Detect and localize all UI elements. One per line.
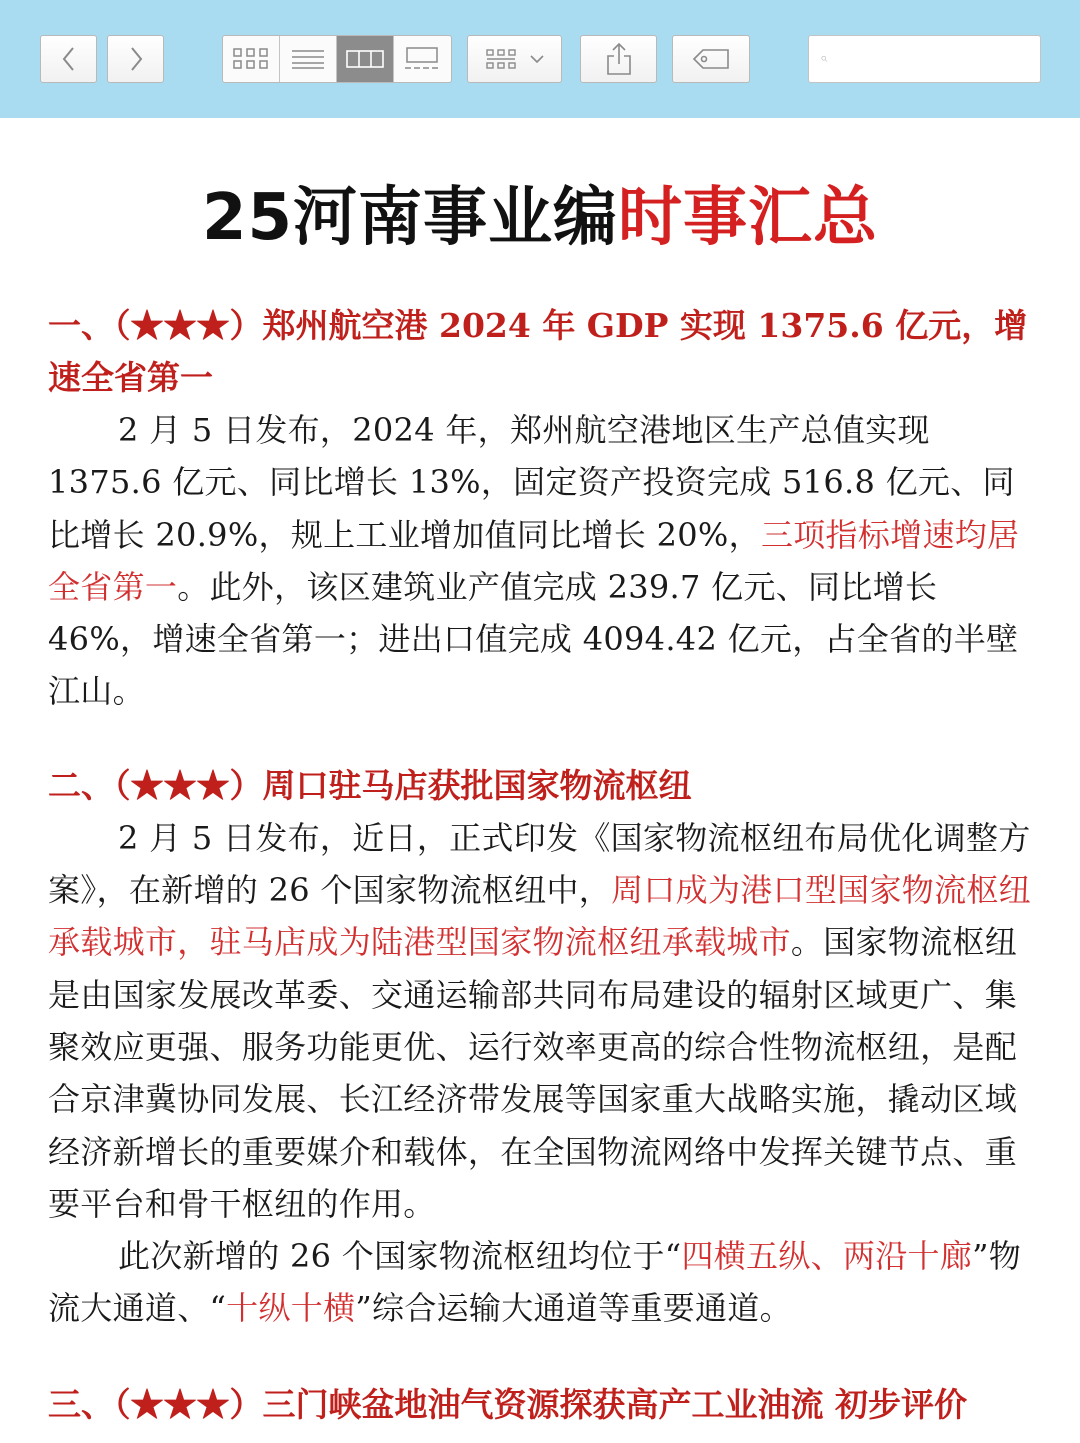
text-run: 。此外，该区建筑业产值完成 239.7 亿元、同比增长 46%，增速全省第一；进出口值完成 4094.42 亿元，占全省的半壁江山。 — [48, 567, 1019, 711]
chevron-left-icon — [59, 45, 79, 73]
section-1-paragraph — [48, 404, 1038, 718]
text-run: 2 月 5 日发布，近日，正式印发《国家物流枢纽布局优化调整方案》，在新增的 26 个国家物流枢纽中， — [48, 818, 1031, 910]
text-run: 2 月 5 日发布，2024 年，郑州航空港地区生产总值实现 1375.6 亿元、同比增长 13%，固定资产投资完成 516.8 亿元、同比增长 20.9%，规上工业增加值同比增长 20%， — [48, 411, 1015, 554]
text-run: 此次新增的 26 个国家物流枢纽均位于“ — [118, 1237, 682, 1276]
tag-icon — [691, 47, 731, 71]
group-by-button[interactable] — [467, 35, 562, 83]
title-red: 时事汇总 — [618, 181, 879, 255]
gallery-view-button[interactable] — [394, 36, 451, 82]
list-view-button[interactable] — [280, 36, 337, 82]
section-2-paragraph-2 — [48, 1230, 1038, 1335]
forward-button[interactable] — [107, 35, 164, 83]
gallery-view-icon — [402, 46, 442, 72]
highlight-text: 十纵十横 — [226, 1289, 356, 1328]
grid-view-icon — [231, 46, 271, 72]
search-icon — [821, 45, 828, 73]
text-run: ”综合运输大通道等重要通道。 — [355, 1289, 792, 1328]
column-view-icon — [345, 47, 385, 71]
tag-button[interactable] — [672, 35, 750, 83]
toolbar — [0, 0, 1080, 118]
section-2-paragraph-1 — [48, 812, 1038, 1230]
search-field[interactable] — [808, 35, 1041, 83]
chevron-down-icon — [529, 53, 545, 65]
share-icon — [604, 42, 634, 76]
page-title — [0, 176, 1080, 260]
text-run: ”物流大通道、“ — [48, 1237, 1022, 1328]
chevron-right-icon — [126, 45, 146, 73]
highlight-text: 周口成为港口型国家物流枢纽承载城市，驻马店成为陆港型国家物流枢纽承载城市 — [48, 871, 1031, 962]
section-1-heading: 一、（★★★）郑州航空港 2024 年 GDP 实现 1375.6 亿元，增速全省第一 — [48, 306, 1028, 397]
text-run: 。国家物流枢纽是由国家发展改革委、交通运输部共同布局建设的辐射区域更广、集聚效应更强、服务功能更优、运行效率更高的综合性物流枢纽，是配合京津冀协同发展、长江经济带发展等国家重大战略实施，撬动区域经济新增长的重要媒介和载体，在全国物流网络中发挥关键节点、重要平台和骨干枢纽的作用。 — [48, 923, 1018, 1223]
view-switcher — [222, 35, 452, 83]
title-black: 25河南事业编 — [201, 181, 619, 255]
highlight-text: 三项指标增速均居全省第一 — [48, 515, 1020, 606]
search-input[interactable] — [836, 49, 1040, 70]
list-view-icon — [290, 47, 326, 71]
highlight-text: 四横五纵、两沿十廊 — [681, 1237, 973, 1276]
grid-view-button[interactable] — [223, 36, 280, 82]
section-2-heading: 二、（★★★）周口驻马店获批国家物流枢纽 — [48, 765, 692, 805]
group-by-icon — [485, 47, 525, 71]
back-button[interactable] — [40, 35, 97, 83]
article-body — [48, 300, 1038, 1431]
section-3-heading: 三、（★★★）三门峡盆地油气资源探获高产工业油流 初步评价 — [48, 1384, 967, 1424]
column-view-button[interactable] — [337, 36, 394, 82]
share-button[interactable] — [580, 35, 657, 83]
